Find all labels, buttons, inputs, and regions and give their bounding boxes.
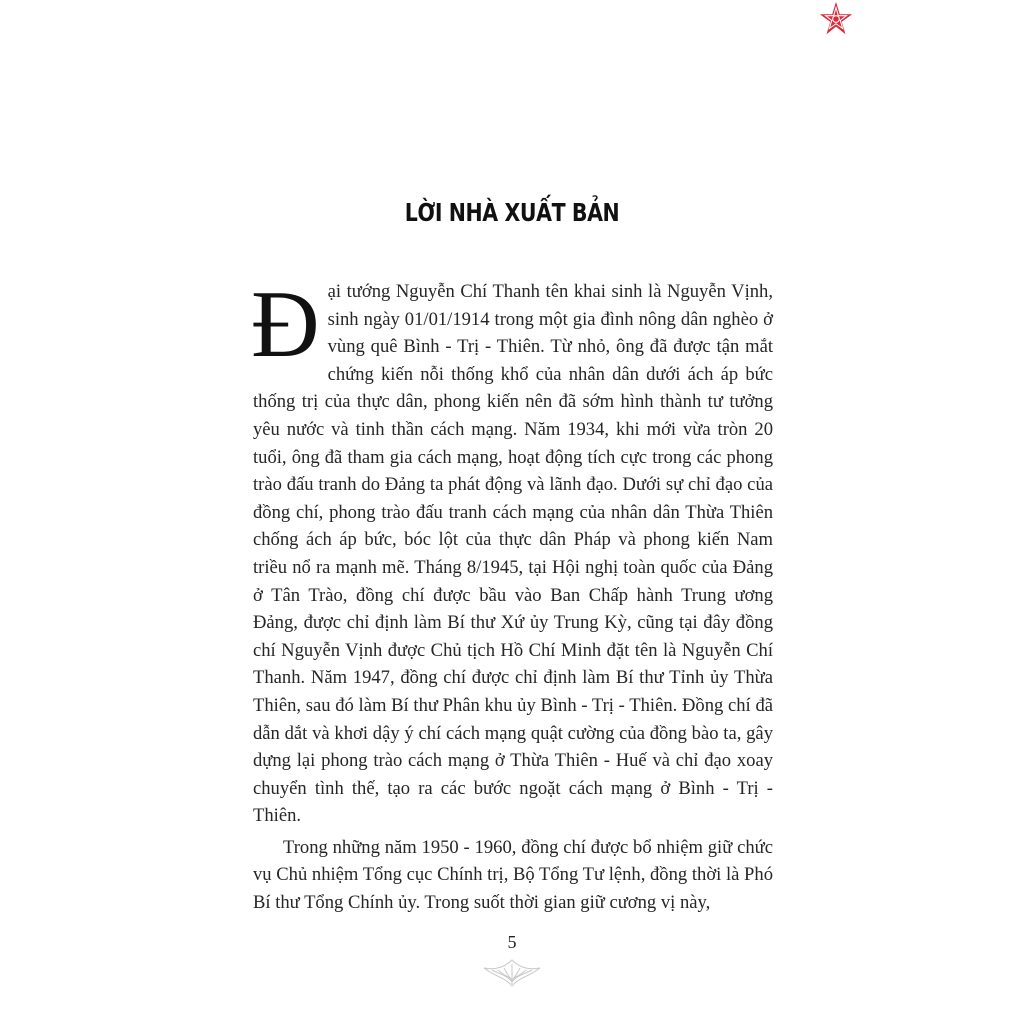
body-text (251, 271, 773, 917)
paragraph-first (251, 271, 773, 830)
publisher-star-emblem-icon (817, 0, 855, 38)
page-number: 5 (507, 932, 517, 952)
drop-cap: Đ (251, 271, 320, 377)
page-title: LỜI NHÀ XUẤT BẢN (404, 198, 620, 227)
paragraph-second: Trong những năm 1950 - 1960, đồng chí được bổ nhiệm giữ chức vụ Chủ nhiệm Tổng cục Chính trị, Bộ Tổng Tư lệnh, đồng thời là Phó Bí thư Tổng Chính ủy. Trong suốt thời gian giữ cương vị này, (253, 836, 773, 914)
floral-ornament-icon (480, 956, 544, 990)
paragraph-first-text: ại tướng Nguyễn Chí Thanh tên khai sinh là Nguyễn Vịnh, sinh ngày 01/01/1914 trong một gia đình nông dân nghèo ở vùng quê Bình - Trị - Thiên. Từ nhỏ, ông đã được tận mắt chứng kiến nỗi thống khổ của nhân dân dưới ách áp bức thống trị của thực dân, phong kiến nên đã sớm hình thành tư tưởng yêu nước và tinh thần cách mạng. Năm 1934, khi mới vừa tròn 20 tuổi, ông đã tham gia cách mạng, hoạt động tích cực trong các phong trào đấu tranh do Đảng ta phát động và lãnh đạo. Dưới sự chỉ đạo của đồng chí, phong trào đấu tranh cách mạng của nhân dân Thừa Thiên chống ách áp bức, bóc lột của thực dân Pháp và phong kiến Nam triều nổ ra mạnh mẽ. Tháng 8/1945, tại Hội nghị toàn quốc của Đảng ở Tân Trào, đồng chí được bầu vào Ban Chấp hành Trung ương Đảng, được chỉ định làm Bí thư Xứ ủy Trung Kỳ, cũng tại đây đồng chí Nguyễn Vịnh được Chủ tịch Hồ Chí Minh đặt tên là Nguyễn Chí Thanh. Năm 1947, đồng chí được chỉ định làm Bí thư Tỉnh ủy Thừa Thiên, sau đó làm Bí thư Phân khu ủy Bình - Trị - Thiên. Đồng chí đã dẫn dắt và khơi dậy ý chí cách mạng quật cường của đồng bào ta, gây dựng lại phong trào cách mạng ở Thừa Thiên - Huế và chỉ đạo xoay chuyển tình thế, tạo ra các bước ngoặt cách mạng ở Bình - Trị - Thiên. (253, 281, 773, 827)
